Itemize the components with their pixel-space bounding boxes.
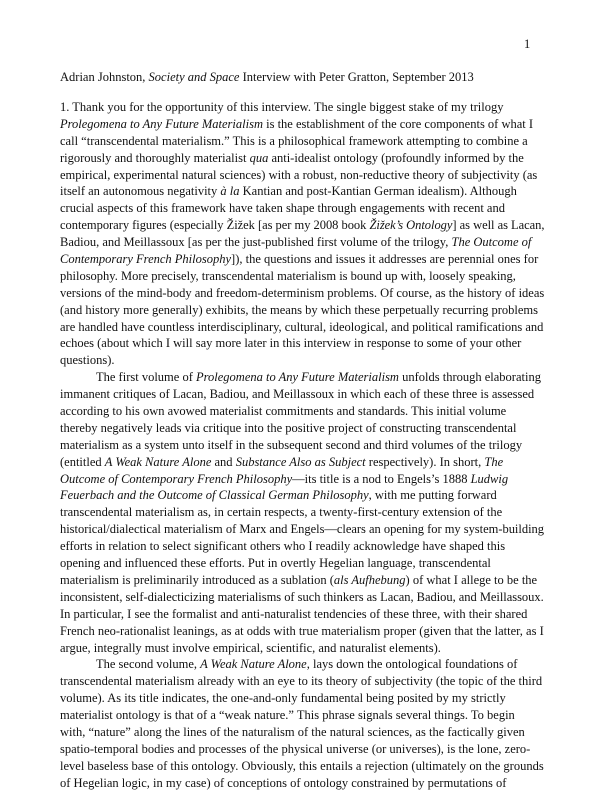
text-run: opening and influenced these efforts. Put in overtly Hegelian language, transcendental (60, 556, 491, 571)
text-line (60, 606, 544, 623)
text-run: materialism is preliminarily introduced as a sublation ( (60, 572, 334, 587)
text-run: efforts in relation to select significant others who I readily acknowledge have shaped this (60, 539, 506, 554)
italic-title: Substance Also as Subject (235, 454, 366, 469)
text-run: (and history more generally) exhibits, the means by which these perpetually recurring problems (60, 302, 538, 317)
text-run: transcendental materialism as, in certain respects, a twenty-first-century extension of the (60, 505, 503, 520)
text-run: ]), the questions and issues it addresses are perennial ones for (231, 252, 539, 267)
text-line (60, 234, 544, 251)
text-run: unfolds through elaborating (398, 370, 541, 385)
text-run: The first volume of (96, 370, 196, 385)
text-line (60, 758, 544, 775)
text-line (60, 403, 544, 420)
text-run: materialist ontology is that of a “weak nature.” This phrase signals several things. To begin (60, 708, 515, 723)
text-line (60, 352, 544, 369)
text-run: call “transcendental materialism.” This is a philosophical framework attempting to combine a (60, 133, 528, 148)
text-line (60, 741, 544, 758)
page-number: 1 (524, 37, 531, 51)
italic-title: The Outcome of (451, 235, 532, 250)
text-run: echoes (about which I will say more later in this interview in response to some of your other (60, 336, 522, 351)
text-run: ) of what I allege to be the (405, 572, 538, 587)
text-run: immanent critiques of Lacan, Badiou, and Meillassoux in which each of these three is assessed (60, 387, 535, 402)
text-run: ] as well as Lacan, (452, 218, 545, 233)
italic-title: A Weak Nature Alone (200, 657, 307, 672)
text-run: spatio-temporal bodies and processes of the physical universe (or universes), is the lone, zero- (60, 741, 531, 756)
text-run: In particular, I see the formalist and anti-naturalist tendencies of these three, with their shared (60, 606, 528, 621)
text-run: (entitled (60, 454, 105, 469)
italic-title: Outcome of Contemporary French Philosophy (60, 471, 293, 486)
text-run: Kantian and post-Kantian German idealism). Although (239, 184, 517, 199)
text-run: level baseless base of this ontology. Obviously, this entails a rejection (ultimately on the grounds (60, 758, 544, 773)
italic-title: qua (249, 150, 269, 165)
italic-title: Prolegomena to Any Future Materialism (195, 370, 399, 385)
text-run: crucial aspects of this framework have taken shape through engagements with recent and (60, 201, 505, 216)
document-body (60, 99, 544, 792)
text-run: argue, integrally must involve empirical, scientific, and naturalist elements). (60, 640, 441, 655)
italic-title: Prolegomena to Any Future Materialism (60, 116, 263, 131)
italic-title: The (484, 454, 504, 469)
text-run: historical/dialectical materialism of Marx and Engels—clears an opening for my system-building (60, 522, 544, 537)
text-line (60, 251, 544, 268)
text-run: questions). (60, 353, 115, 368)
text-line (60, 335, 544, 352)
text-line (60, 116, 544, 133)
text-line (60, 454, 544, 471)
text-run: versions of the mind-body and freedom-determinism problems. Of course, as the history of ideas (60, 285, 545, 300)
text-line (60, 285, 544, 302)
text-run: volume). As its title indicates, the one-and-only fundamental being posited by my strictly (60, 691, 506, 706)
text-line (60, 471, 544, 488)
text-line (60, 99, 544, 116)
text-line (60, 538, 544, 555)
text-run: empirical, experimental natural sciences) with a robust, non-reductive theory of subjectivity (as (60, 167, 538, 182)
text-run: 1. Thank you for the opportunity of this interview. The single biggest stake of my trilogy (60, 100, 504, 114)
text-run: French neo-rationalist leanings, as at odds with true materialism proper (given that the latter, as I (60, 623, 544, 638)
text-line (60, 555, 544, 572)
document-header (60, 70, 474, 85)
text-line (60, 386, 544, 403)
text-run: rigorously and thoroughly materialist (60, 150, 250, 165)
text-run: The second volume, (96, 657, 201, 672)
text-run: with, “nature” along the lines of the naturalism of the natural sciences, as the factically given (60, 724, 525, 739)
text-line (60, 437, 544, 454)
text-line (60, 200, 544, 217)
italic-title: Žižek’s Ontology (369, 218, 453, 233)
text-line (60, 724, 544, 741)
italic-title: Ludwig (470, 471, 509, 486)
text-line (60, 420, 544, 437)
italic-title: à la (220, 184, 240, 199)
text-line (60, 268, 544, 285)
text-line (60, 319, 544, 336)
text-line (60, 673, 544, 690)
text-run: respectively). In short, (365, 454, 485, 469)
text-line (60, 775, 544, 792)
italic-title: Contemporary French Philosophy (60, 252, 232, 267)
text-line (60, 133, 544, 150)
text-run: Badiou, and Meillassoux [as per the just-published first volume of the trilogy, (60, 235, 452, 250)
text-run: , lays down the ontological foundations of (306, 657, 518, 672)
text-run: , with me putting forward (368, 488, 497, 503)
text-run: transcendental materialism already with an eye to its theory of subjectivity (the topic of the third (60, 674, 543, 689)
text-run: contemporary figures (especially Žižek [as per my 2008 book (60, 218, 370, 233)
text-line (60, 302, 544, 319)
text-run: is the establishment of the core components of what I (262, 116, 534, 131)
text-line (60, 183, 544, 200)
text-line (60, 217, 544, 234)
text-line (60, 504, 544, 521)
text-run: thereby negatively leads via critique into the positive project of constructing transcendental (60, 420, 517, 435)
italic-title: A Weak Nature Alone (104, 454, 212, 469)
text-run: —its title is a nod to Engels’s 1888 (292, 471, 471, 486)
text-line (60, 640, 544, 657)
text-line (60, 656, 544, 673)
text-run: according to his own avowed materialist commitments and standards. This initial volume (60, 404, 507, 419)
text-line (60, 589, 544, 606)
text-run: anti-idealist ontology (profoundly informed by the (268, 150, 524, 165)
header-rest: Interview with Peter Gratton, September 2013 (239, 70, 474, 84)
text-line (60, 521, 544, 538)
header-author: Adrian Johnston, (60, 70, 146, 84)
text-line (60, 369, 544, 386)
text-run: materialism as a system unto itself in the subsequent second and third volumes of the trilogy (60, 437, 523, 452)
text-run: itself an autonomous negativity (60, 184, 221, 199)
header-journal: Society and Space (148, 70, 240, 84)
text-run: inconsistent, self-dialecticizing materialisms of such thinkers as Lacan, Badiou, and Meillassoux. (60, 589, 544, 604)
text-line (60, 690, 544, 707)
italic-title: Feuerbach and the Outcome of Classical German Philosophy (60, 488, 369, 503)
text-run: are handled have countless interdisciplinary, cultural, ideological, and political ramifications and (60, 319, 544, 334)
text-run: philosophy. More precisely, transcendental materialism is bound up with, loosely speaking, (60, 268, 516, 283)
text-line (60, 572, 544, 589)
text-line (60, 150, 544, 167)
text-line (60, 623, 544, 640)
text-line (60, 487, 544, 504)
text-line (60, 707, 544, 724)
text-run: and (211, 454, 236, 469)
italic-title: als Aufhebung (333, 572, 406, 587)
text-run: of Hegelian logic, in my case) of conceptions of ontology constrained by permutations of (60, 775, 507, 790)
text-line (60, 167, 544, 184)
